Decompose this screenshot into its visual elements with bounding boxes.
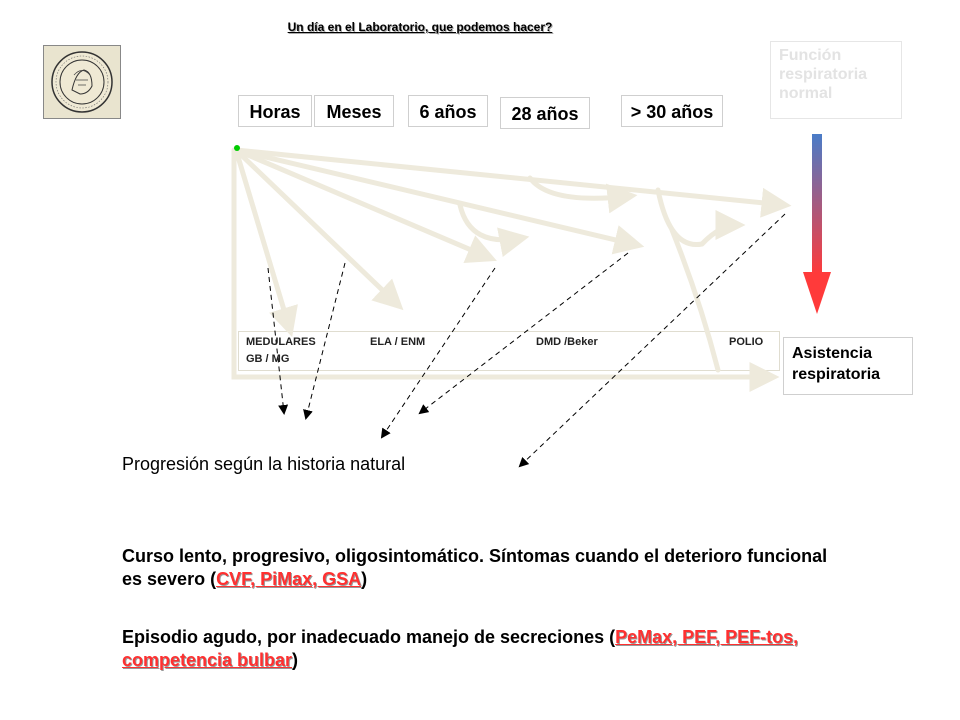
paragraph2-close: ) (292, 650, 299, 670)
label-6-anos: 6 años (408, 95, 488, 127)
assist-line-1: Asistencia (792, 345, 873, 362)
label-28-anos: 28 años (500, 97, 590, 129)
function-line-2: respiratoria (779, 66, 868, 83)
arrow-6-anos (236, 150, 490, 258)
paragraph2-text: Episodio agudo, por inadecuado manejo de secreciones ( (122, 627, 616, 647)
paragraph-acute-episode (122, 626, 842, 672)
disease-medulares: MEDULARES (246, 336, 316, 348)
decline-arrow-shaft (812, 134, 822, 274)
dashed-arrow-3 (382, 268, 495, 437)
paragraph1-link[interactable]: CVF, PiMax, GSA (216, 569, 362, 589)
paragraph-slow-course (122, 545, 842, 591)
label-meses: Meses (314, 95, 394, 127)
page-title: Un día en el Laboratorio, que podemos hacer? (287, 20, 553, 34)
assist-box (783, 337, 913, 395)
decline-arrow-head (803, 272, 831, 314)
disease-polio: POLIO (729, 336, 764, 348)
label-horas: Horas (238, 95, 312, 127)
arrow-30-anos (236, 150, 784, 205)
disease-gb-mg: GB / MG (246, 353, 290, 365)
branch-30-down (672, 230, 718, 370)
paragraph1-text: Curso lento, progresivo, oligosintomático. Síntomas cuando el deterioro funcional es severo ( (122, 546, 828, 589)
label-30-anos: > 30 años (621, 95, 723, 127)
disease-dmd: DMD /Beker (536, 336, 598, 348)
dashed-arrow-4 (420, 253, 628, 413)
disease-ela: ELA / ENM (370, 336, 426, 348)
paragraph2-link[interactable]: PeMax, PEF, PEF-tos, competencia bulbar (122, 627, 799, 670)
origin-dot (234, 145, 240, 151)
assist-line-2: respiratoria (792, 366, 881, 383)
function-line-1: Función (779, 47, 842, 64)
function-line-3: normal (779, 85, 833, 102)
progression-text: Progresión según la historia natural (122, 454, 406, 474)
paragraph1-close: ) (361, 569, 368, 589)
